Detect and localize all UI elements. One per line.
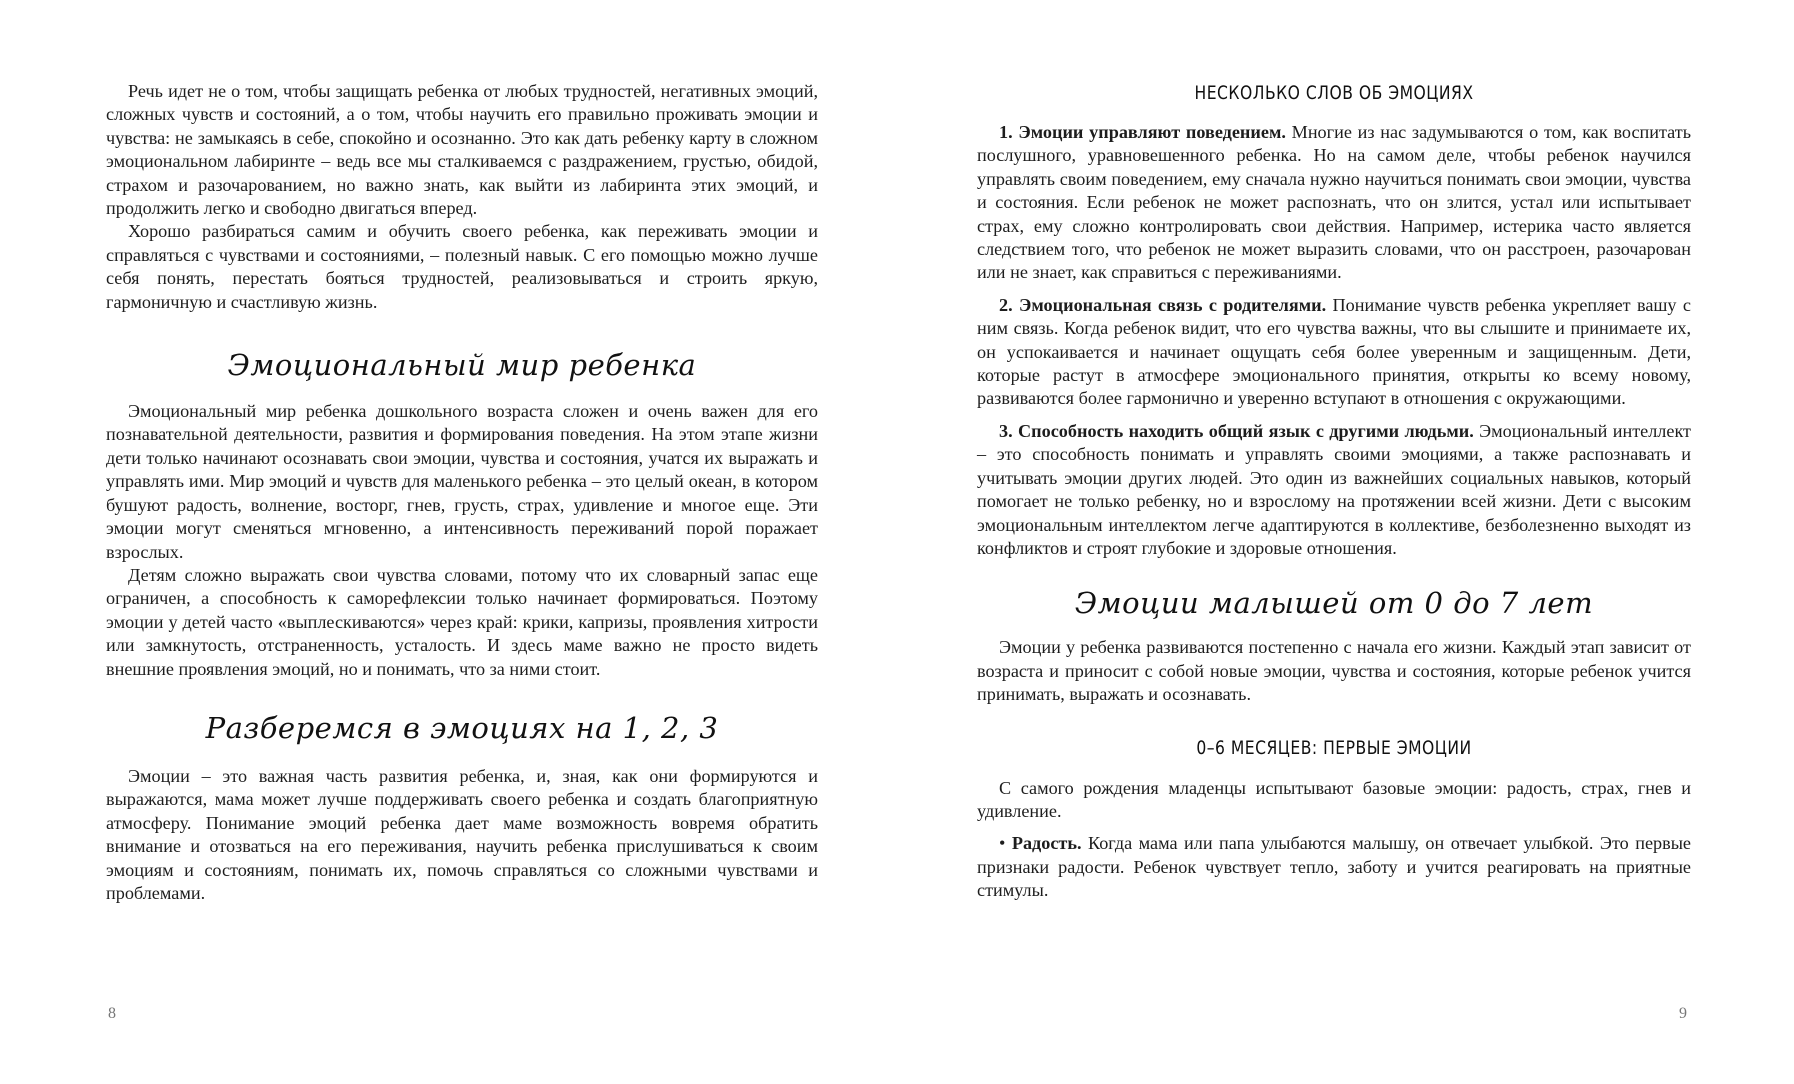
intro-paragraph-2: Хорошо разбираться самим и обучить своего ребенка, как переживать эмоции и справляться с чувствами и состояниями, – полезный навык. С его помощью можно лучше себя понять, перестать бояться трудностей, реализовываться и строить яркую, гармоничную и счастливую жизнь.	[106, 221, 818, 312]
heading-0-6-months: 0–6 МЕСЯЦЕВ: ПЕРВЫЕ ЭМОЦИИ	[1196, 736, 1472, 759]
point-3	[977, 420, 1691, 560]
heading-emotions-0-7: Эмоции малышей от 0 до 7 лет	[1074, 586, 1594, 621]
point-3-lead: 3. Способность находить общий язык с другими людьми.	[999, 420, 1474, 441]
point-3-text: Эмоциональный интеллект – это способность понимать и управлять своими эмоциями, а также распознавать и учитывать эмоции других людей. Это один из важнейших социальных навыков, который помогает не только ребенку, но и взрослому на протяжении всей жизни. Дети с высоким эмоциональным интеллектом легче адаптируются в коллективе, безболезненно выходят из конфликтов и строят глубокие и здоровые отношения.	[977, 420, 1691, 558]
bullet-joy-lead: Радость.	[1011, 833, 1082, 854]
page-number-left: 8	[108, 1005, 116, 1022]
point-1-text: Многие из нас задумываются о том, как воспитать послушного, уравновешенного ребенка. Но на самом деле, чтобы ребенок научился управлять своим поведением, ему сначала нужно научиться понимать свои эмоции, чувства и состояния. Если ребенок не может распознать, что он злится, устал или испытывает страх, ему сложно контролировать свои действия. Например, истерика часто является следствием того, что ребенок не может выразить словами, что он расстроен, разочарован или не знает, как справиться с переживаниями.	[977, 122, 1692, 283]
right-text-column	[977, 82, 1691, 903]
point-1-lead: 1. Эмоции управляют поведением.	[999, 122, 1286, 142]
ages-paragraph: Эмоции у ребенка развиваются постепенно с начала его жизни. Каждый этап зависит от возраста и приносит с собой новые эмоции, чувства и состояния, которые ребенок учится принимать, выражать и осознавать.	[977, 637, 1691, 705]
abc-paragraph: Эмоции – это важная часть развития ребенка, и, зная, как они формируются и выражаются, мама может лучше поддерживать своего ребенка и создать благоприятную атмосферу. Понимание эмоций ребенка дает маме возможность вовремя обратить внимание и отозваться на его переживания, научить ребенка прислушиваться к своим эмоциям и состояниям, понимать их, помочь справляться со сложными чувствами и проблемами.	[106, 765, 818, 903]
world-paragraph-1: Эмоциональный мир ребенка дошкольного возраста сложен и очень важен для его познавательной деятельности, развития и формирования поведения. На этом этапе жизни дети только начинают осознавать свои эмоции, чувства и состояния, учатся их выражать и управлять ими. Мир эмоций и чувств для маленького ребенка – это целый океан, в котором бушуют радость, волнение, восторг, гнев, грусть, страх, удивление и многое еще. Эти эмоции могут сменяться мгновенно, а интенсивность переживаний порой поражает взрослых.	[106, 401, 818, 562]
left-text-column	[106, 80, 818, 905]
bullet-joy	[977, 832, 1691, 902]
heading-emotions-123: Разберемся в эмоциях на 1, 2, 3	[205, 710, 719, 745]
heading-emotional-world: Эмоциональный мир ребенка	[227, 348, 697, 383]
point-2	[977, 294, 1691, 411]
heading-few-words: НЕСКОЛЬКО СЛОВ ОБ ЭМОЦИЯХ	[1194, 82, 1474, 104]
point-2-lead: 2. Эмоциональная связь с родителями.	[999, 294, 1327, 315]
bullet-joy-text: Когда мама или папа улыбаются малышу, он отвечает улыбкой. Это первые признаки радости. Ребенок чувствует тепло, заботу и учится реагировать на приятные стимулы.	[977, 833, 1691, 901]
right-page	[897, 0, 1794, 1084]
point-1	[977, 121, 1691, 285]
birth-paragraph: С самого рождения младенцы испытывают базовые эмоции: радость, страх, гнев и удивление.	[977, 777, 1691, 821]
point-2-text: Понимание чувств ребенка укрепляет вашу с ним связь. Когда ребенок видит, что его чувства важны, что вы слышите и принимаете их, он успокаивается и начинает ощущать себя более уверенным и защищенным. Дети, которые растут в атмосфере эмоционального принятия, открыты ко всему новому, развиваются более гармонично и уверенно вступают в отношения с окружающими.	[977, 294, 1691, 409]
page-number-right: 9	[1679, 1005, 1687, 1022]
bullet-marker: •	[999, 833, 1006, 854]
intro-paragraph-1: Речь идет не о том, чтобы защищать ребенка от любых трудностей, негативных эмоций, сложных чувств и состояний, а о том, чтобы научить его правильно проживать эмоции и чувства: не замыкаясь в себе, спокойно и осознанно. Это как дать ребенку карту в сложном эмоциональном лабиринте – ведь все мы сталкиваемся с раздражением, грустью, обидой, страхом и разочарованием, но важно знать, как выйти из лабиринта этих эмоций, и продолжить легко и свободно двигаться вперед.	[106, 81, 818, 219]
world-paragraph-2: Детям сложно выражать свои чувства словами, потому что их словарный запас еще ограничен, а способность к саморефлексии только начинает формироваться. Поэтому эмоции у детей часто «выплескиваются» через край: крики, капризы, проявления хитрости или замкнутость, отстраненность, усталость. И здесь маме важно не просто видеть внешние проявления эмоций, но и понимать, что за ними стоит.	[106, 564, 818, 679]
